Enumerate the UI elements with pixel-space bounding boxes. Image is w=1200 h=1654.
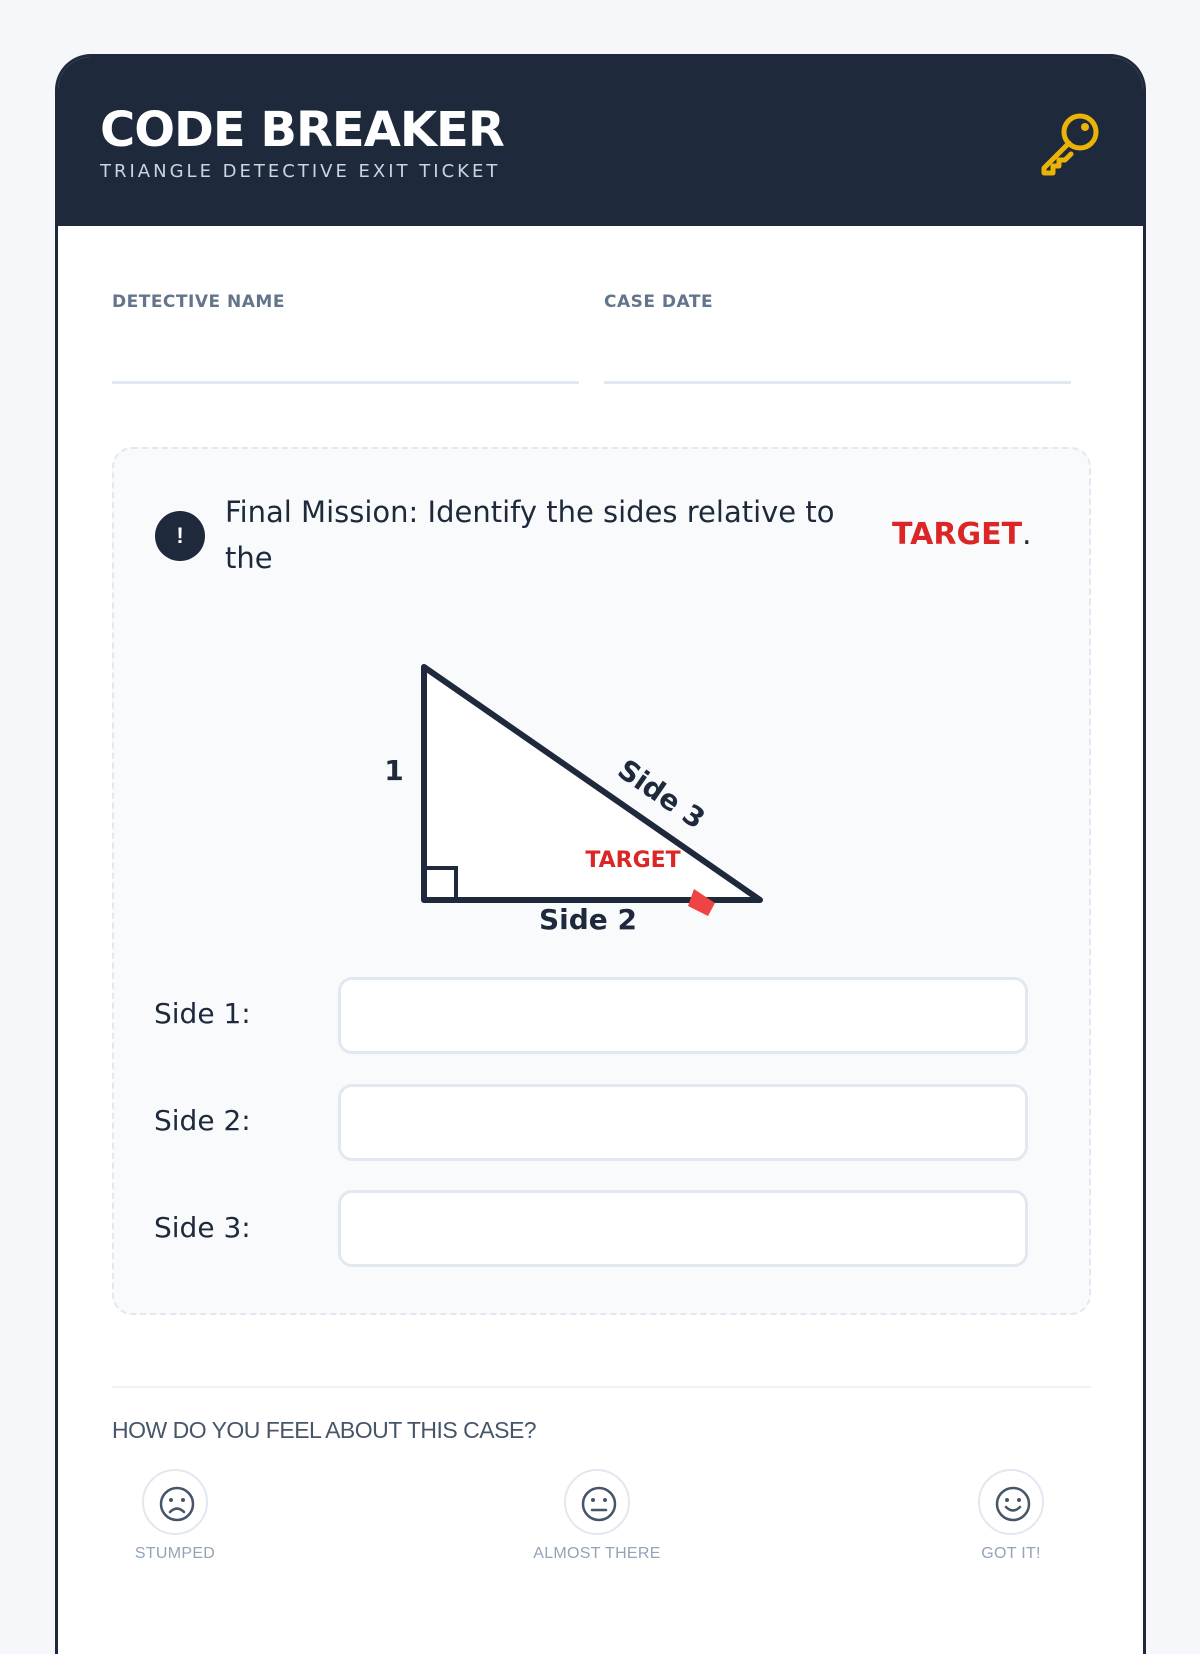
side2-diagram-label: Side 2	[538, 903, 638, 936]
almost-there-button[interactable]	[564, 1469, 630, 1535]
sad-face-icon	[158, 1485, 196, 1523]
side2-answer-input[interactable]	[338, 1084, 1028, 1161]
side1-answer-label: Side 1:	[154, 997, 251, 1030]
feedback-question: HOW DO YOU FEEL ABOUT THIS CASE?	[112, 1417, 537, 1443]
happy-face-icon	[994, 1485, 1032, 1523]
stumped-button[interactable]	[142, 1469, 208, 1535]
got-it-button[interactable]	[978, 1469, 1044, 1535]
side1-answer-input[interactable]	[338, 977, 1028, 1054]
case-date-label: CASE DATE	[604, 292, 714, 312]
stumped-label: STUMPED	[134, 1545, 216, 1562]
detective-name-label: DETECTIVE NAME	[112, 292, 285, 312]
got-it-label: GOT IT!	[981, 1545, 1041, 1562]
alert-icon: !	[155, 511, 205, 561]
neutral-face-icon	[580, 1485, 618, 1523]
triangle-diagram	[58, 57, 1146, 1057]
exit-ticket-card	[55, 54, 1146, 1654]
mission-text: Final Mission: Identify the sides relative to the	[225, 495, 835, 575]
side3-answer-input[interactable]	[338, 1190, 1028, 1267]
side2-answer-label: Side 2:	[154, 1104, 251, 1137]
mission-target-word: TARGET	[892, 517, 1023, 552]
target-angle-label: TARGET	[585, 848, 681, 873]
side3-diagram-label: Side 3	[611, 752, 712, 836]
side3-answer-label: Side 3:	[154, 1211, 251, 1244]
almost-there-label: ALMOST THERE	[533, 1545, 661, 1562]
page-title: CODE BREAKER	[100, 102, 504, 158]
side1-diagram-label: 1	[384, 754, 404, 787]
page-subtitle: TRIANGLE DETECTIVE EXIT TICKET	[100, 161, 501, 182]
mission-target-suffix: .	[1022, 517, 1032, 552]
divider	[112, 1386, 1091, 1388]
